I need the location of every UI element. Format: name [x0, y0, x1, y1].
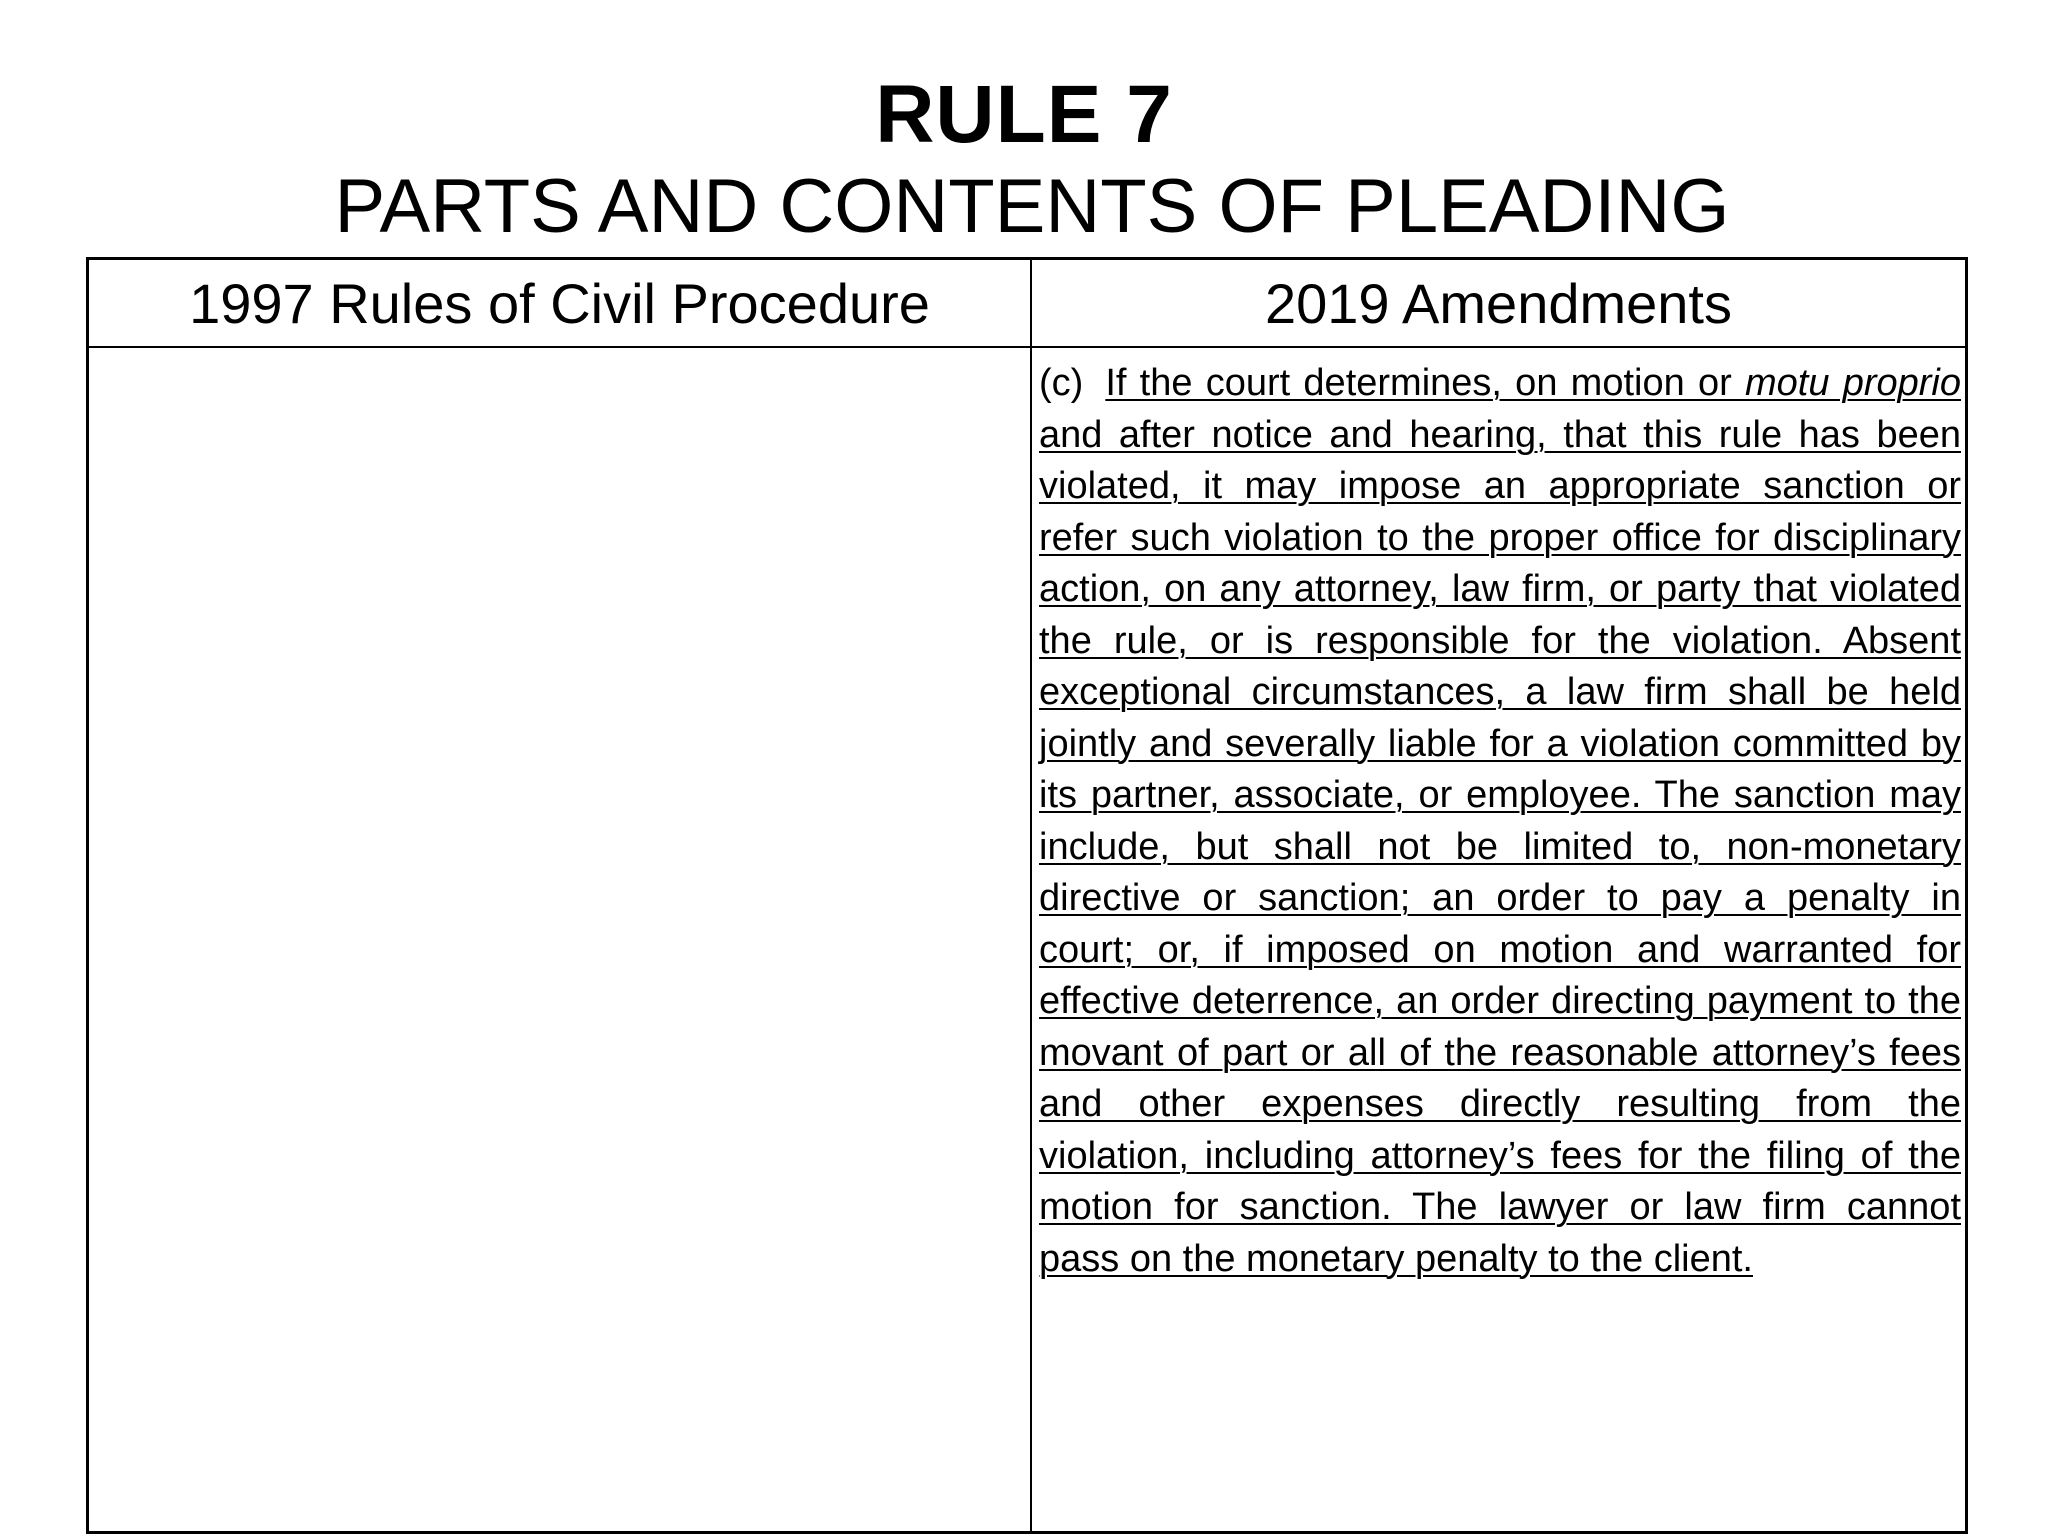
header-1997-rules: 1997 Rules of Civil Procedure — [189, 271, 930, 335]
comparison-table — [86, 257, 1968, 1534]
header-divider — [89, 346, 1965, 348]
amendment-text-part-2: and after notice and hearing, that this rule has been violated, it may impose an appropriate sanction or refer such violation to the proper office for disciplinary action, on any attorney, law firm, or party that violated the rule, or is responsible for the violation. Absent exceptional circumstances, a law firm shall be held jointly and severally liable for a violation committed by its partner, associate, or employee. The sanction may include, but shall not be limited to, non-monetary directive or sanction; an order to pay a penalty in court; or, if imposed on motion and warranted for effective deterrence, an order directing payment to the movant of part or all of the reasonable attorney’s fees and other expenses directly resulting from the violation, including attorney’s fees for the filing of the motion for sanction. The lawyer or law firm cannot pass on the monetary penalty to the client. — [1039, 413, 1961, 1280]
amendment-paragraph-c — [1039, 358, 1961, 1285]
paragraph-label: (c) — [1039, 362, 1084, 404]
header-2019-amendments: 2019 Amendments — [1265, 271, 1732, 335]
rule-subtitle: PARTS AND CONTENTS OF PLEADING — [334, 164, 1730, 249]
rule-title: RULE 7 — [875, 69, 1173, 160]
cell-2019-amendments-body — [1039, 358, 1961, 1285]
amendment-italic-term: motu proprio — [1745, 362, 1961, 404]
column-divider — [1030, 260, 1032, 1531]
amendment-text-part-1: If the court determines, on motion or — [1105, 362, 1745, 404]
